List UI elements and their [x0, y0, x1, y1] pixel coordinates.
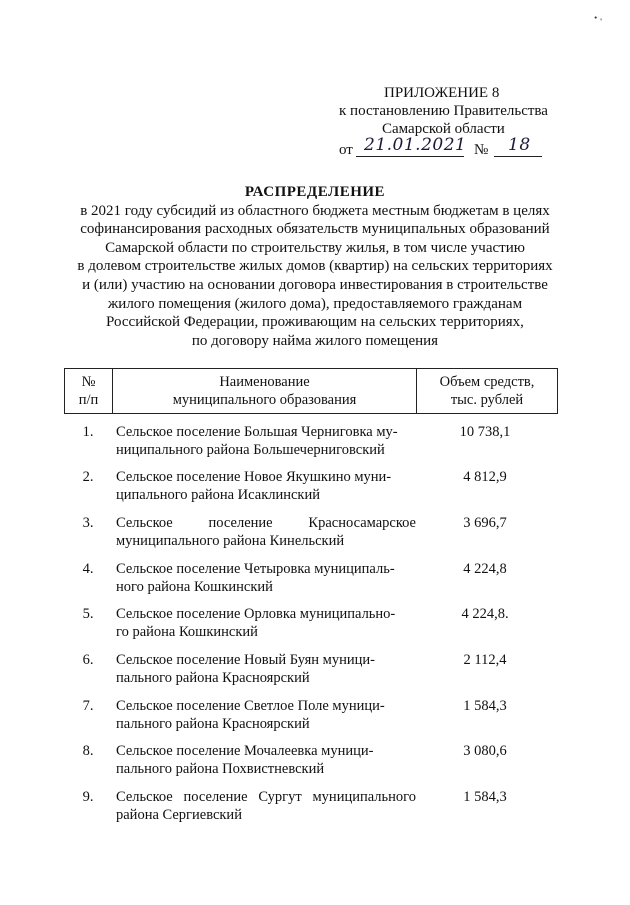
row-name-line: Сельское поселение Мочалеевка муници-	[116, 743, 374, 759]
row-name-line: Сельское поселение Сургут муниципального	[116, 789, 416, 805]
row-value: 1 584,3	[463, 698, 507, 714]
date-underline	[356, 156, 464, 157]
corner-mark: • ,	[593, 11, 603, 23]
heading-line: Российской Федерации, проживающим на сельских территориях,	[106, 314, 524, 331]
row-number: 1.	[82, 424, 94, 440]
heading-line: жилого помещения (жилого дома), предоставляемого гражданам	[107, 295, 523, 312]
header-number-line1: №	[81, 374, 96, 390]
row-name	[116, 423, 416, 459]
appendix-resolution-line: к постановлению Правительства	[339, 103, 548, 119]
row-value: 4 812,9	[463, 469, 507, 485]
row-name	[116, 742, 416, 778]
row-name	[116, 514, 416, 550]
heading-line: Самарской области по строительству жилья, в том числе участию	[105, 239, 525, 256]
row-name-line: пального района Красноярский	[116, 670, 310, 686]
heading-line: в долевом строительстве жилых домов (квартир) на сельских территориях	[77, 258, 553, 275]
heading-line: по договору найма жилого помещения	[191, 332, 439, 349]
header-number-line2: п/п	[78, 392, 99, 408]
row-number: 5.	[82, 606, 94, 622]
row-value: 3 696,7	[463, 515, 507, 531]
appendix-date-number-row	[336, 135, 576, 159]
row-name-line: ципального района Исаклинский	[116, 487, 320, 503]
row-value: 1 584,3	[463, 789, 507, 805]
row-name	[116, 651, 416, 687]
row-number: 9.	[82, 789, 94, 805]
table-header	[64, 368, 558, 414]
row-name-line: пального района Красноярский	[116, 716, 310, 732]
row-value: 4 224,8.	[461, 606, 509, 622]
row-name-line: Сельское поселение Орловка муниципально-	[116, 606, 396, 622]
row-name	[116, 605, 416, 641]
row-name	[116, 788, 416, 824]
row-number: 6.	[82, 652, 94, 668]
row-name-line: муниципального района Кинельский	[116, 533, 345, 549]
row-name-line: Сельское поселение Новое Якушкино муни-	[116, 469, 392, 485]
row-value: 2 112,4	[463, 652, 507, 668]
row-number: 4.	[82, 561, 94, 577]
appendix-region-line: Самарской области	[382, 121, 505, 137]
row-number: 3.	[82, 515, 94, 531]
number-label: №	[474, 142, 489, 158]
appendix-header	[336, 84, 576, 159]
row-name-line: района Сергиевский	[116, 807, 242, 823]
header-name-line2: муниципального образования	[172, 392, 357, 408]
row-number: 7.	[82, 698, 94, 714]
row-value: 3 080,6	[463, 743, 507, 759]
header-name-line1: Наименование	[219, 374, 310, 390]
handwritten-date: 21.01.2021	[364, 135, 467, 155]
number-underline	[494, 156, 542, 157]
handwritten-number: 18	[508, 135, 531, 155]
row-name-line: пального района Похвистневский	[116, 761, 325, 777]
row-name-line: ниципального района Большечерниговский	[116, 442, 385, 458]
row-name	[116, 697, 416, 733]
row-value: 4 224,8	[463, 561, 507, 577]
row-name-line: Сельское поселение Четыровка муниципаль-	[116, 561, 395, 577]
row-number: 8.	[82, 743, 94, 759]
row-name-line: ного района Кошкинский	[116, 579, 273, 595]
document-title: РАСПРЕДЕЛЕНИЕ	[244, 184, 386, 200]
header-value-line1: Объем средств,	[439, 374, 535, 390]
row-value: 10 738,1	[459, 424, 511, 440]
header-value-line2: тыс. рублей	[450, 392, 524, 408]
row-name-line: Сельское поселение Новый Буян муници-	[116, 652, 375, 668]
row-name	[116, 468, 416, 504]
row-name-line: Сельское поселение Красносамарское	[116, 515, 416, 531]
header-name-cell	[113, 369, 417, 413]
header-value-cell	[417, 369, 557, 413]
header-number-cell	[65, 369, 113, 413]
document-heading	[40, 183, 590, 350]
appendix-title: ПРИЛОЖЕНИЕ 8	[384, 85, 500, 101]
row-name-line: Сельское поселение Светлое Поле муници-	[116, 698, 385, 714]
date-from-label: от	[339, 142, 353, 158]
heading-line: и (или) участию на основании договора инвестирования в строительстве	[82, 276, 548, 293]
row-name-line: го района Кошкинский	[116, 624, 258, 640]
row-name	[116, 560, 416, 596]
heading-line: в 2021 году субсидий из областного бюджета местным бюджетам в целях	[80, 202, 550, 219]
row-name-line: Сельское поселение Большая Черниговка му-	[116, 424, 398, 440]
heading-line: софинансирования расходных обязательств муниципальных образований	[80, 221, 550, 238]
row-number: 2.	[82, 469, 94, 485]
